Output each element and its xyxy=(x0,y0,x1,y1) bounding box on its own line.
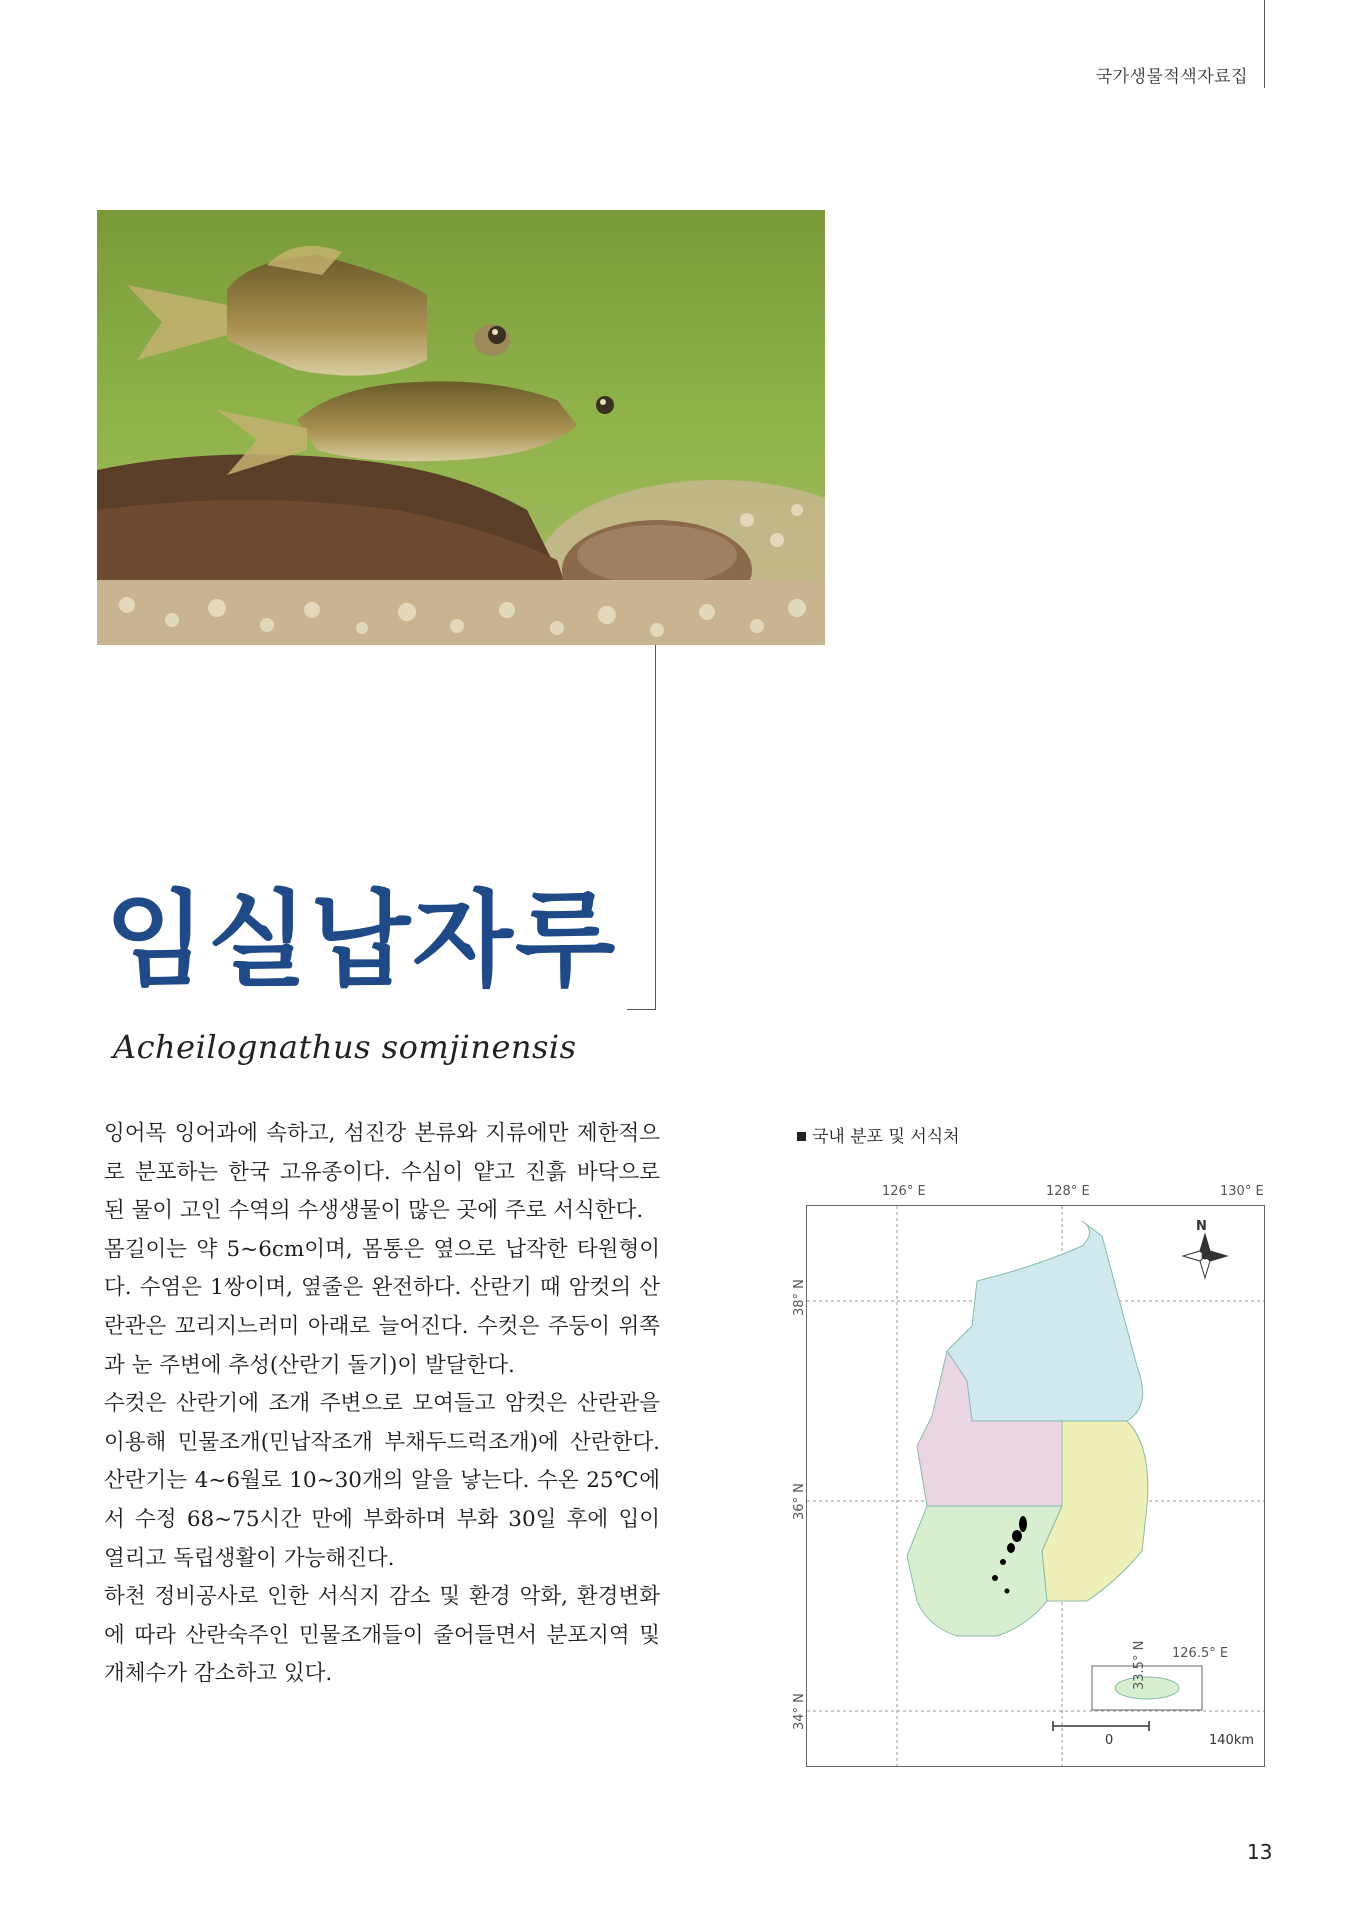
distribution-map xyxy=(806,1205,1265,1767)
description-paragraph: 몸길이는 약 5~6cm이며, 몸통은 옆으로 납작한 타원형이다. 수염은 1쌍이며, 옆줄은 완전하다. 산란기 때 암컷의 산란관은 꼬리지느러미 아래로 늘어진다. 수컷은 주둥이 위쪽과 눈 주변에 추성(산란기 돌기)이 발달한다. xyxy=(104,1236,660,1378)
longitude-label: 126° E xyxy=(882,1184,926,1199)
description-paragraph: 수컷은 산란기에 조개 주변으로 모여들고 암컷은 산란관을 이용해 민물조개(민납작조개 부채두드럭조개)에 산란한다. 산란기는 4~6월로 10~30개의 알을 낳는다. 수온 25℃에서 수정 68~75시간 만에 부화하며 부화 30일 후에 입이 열리고 독립생활이 가능해진다. xyxy=(104,1391,660,1571)
species-description xyxy=(104,1115,660,1694)
page-number: 13 xyxy=(1247,1840,1273,1864)
latitude-label: 38° N xyxy=(792,1279,807,1316)
decorative-vertical-line xyxy=(655,645,656,1010)
map-caption xyxy=(797,1122,960,1147)
longitude-label: 128° E xyxy=(1046,1184,1090,1199)
decorative-horizontal-line xyxy=(627,1009,656,1010)
map-caption-text: 국내 분포 및 서식처 xyxy=(812,1127,960,1147)
longitude-label: 130° E xyxy=(1220,1184,1264,1199)
north-indicator: N xyxy=(1196,1219,1207,1234)
header-rule xyxy=(1264,0,1265,88)
latitude-label: 34° N xyxy=(792,1693,807,1730)
scale-start-label: 0 xyxy=(1105,1733,1114,1748)
latitude-label: 36° N xyxy=(792,1483,807,1520)
bullet-square-icon xyxy=(797,1132,806,1141)
description-paragraph: 하천 정비공사로 인한 서식지 감소 및 환경 악화, 환경변화에 따라 산란숙주인 민물조개들이 줄어들면서 분포지역 및 개체수가 감소하고 있다. xyxy=(104,1584,660,1687)
description-paragraph: 잉어목 잉어과에 속하고, 섬진강 본류와 지류에만 제한적으로 분포하는 한국 고유종이다. 수심이 얕고 진흙 바닥으로 된 물이 고인 수역의 수생생물이 많은 곳에 주로 서식한다. xyxy=(104,1121,660,1224)
inset-longitude-label: 126.5° E xyxy=(1172,1646,1229,1661)
inset-latitude-label: 33.5° N xyxy=(1132,1640,1147,1690)
species-scientific-name: Acheilognathus somjinensis xyxy=(113,1028,577,1066)
species-photo xyxy=(97,210,825,645)
species-korean-name: 임실납자루 xyxy=(105,879,618,1001)
scale-end-label: 140km xyxy=(1209,1733,1255,1748)
book-title: 국가생물적색자료집 xyxy=(1095,67,1248,87)
